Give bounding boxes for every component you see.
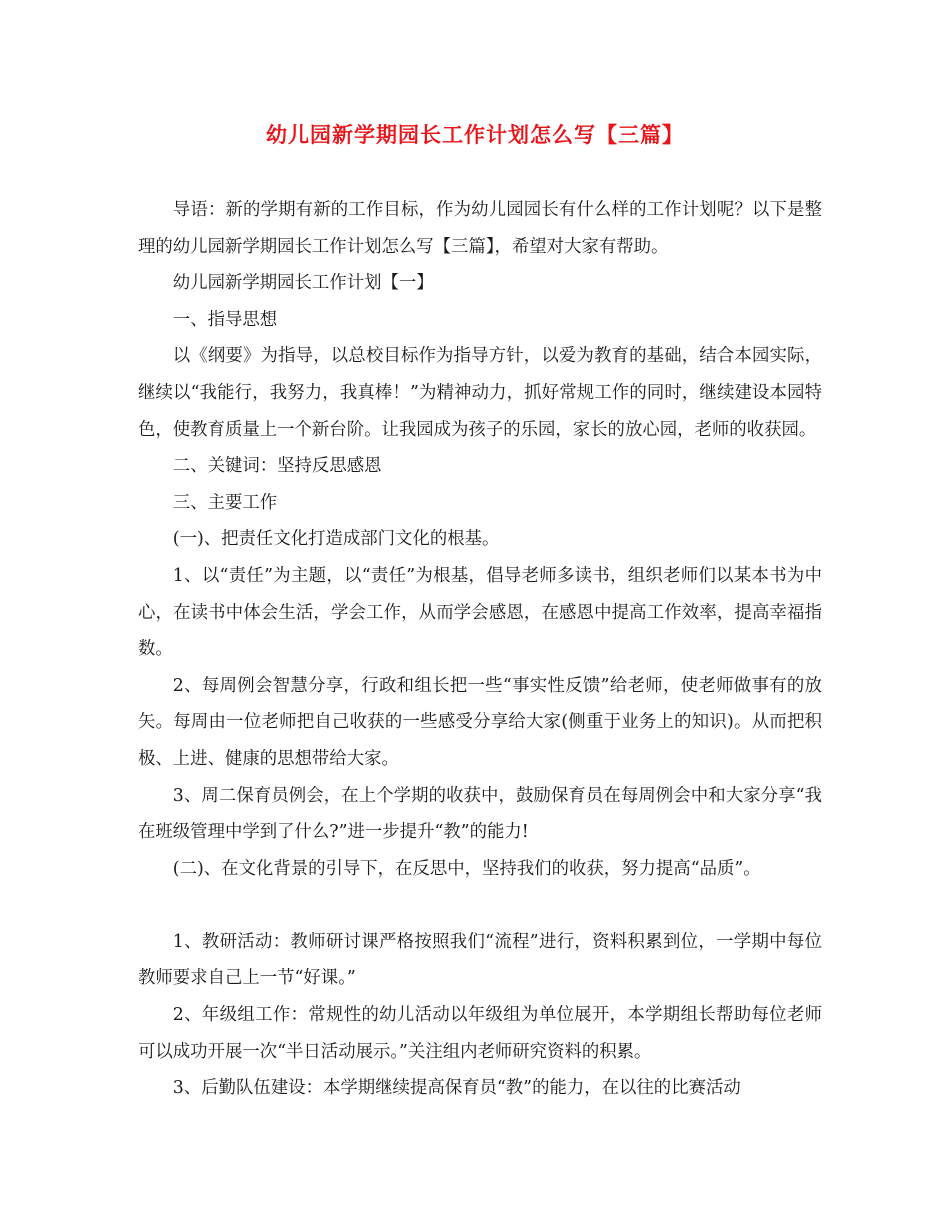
paragraph-item-2: 2、每周例会智慧分享，行政和组长把一些“事实性反馈”给老师，使老师做事有的放矢。每周由一位老师把自己收获的一些感受分享给大家(侧重于业务上的知识)。从而把积极、上进、健康的思想带给大家。 — [138, 675, 822, 769]
paragraph-intro: 导语：新的学期有新的工作目标，作为幼儿园园长有什么样的工作计划呢？以下是整理的幼儿园新学期园长工作计划怎么写【三篇】，希望对大家有帮助。 — [138, 200, 822, 257]
paragraph-section-1-heading: 一、指导思想 — [172, 309, 278, 330]
paragraph-subsection-2: (二)、在文化背景的引导下，在反思中，坚持我们的收获，努力提高“品质”。 — [172, 858, 761, 879]
paragraph-guiding-ideology: 以《纲要》为指导，以总校目标作为指导方针，以爱为教育的基础，结合本园实际，继续以“我能行，我努力，我真棒！”为精神动力，抓好常规工作的同时，继续建设本园特色，使教育质量上一个新台阶。让我园成为孩子的乐园，家长的放心园，老师的收获园。 — [138, 346, 822, 440]
paragraph-subsection-1: (一)、把责任文化打造成部门文化的根基。 — [172, 529, 500, 550]
document-title: 幼儿园新学期园长工作计划怎么写【三篇】 — [266, 122, 684, 147]
paragraph-item-1: 1、以“责任”为主题，以“责任”为根基，倡导老师多读书，组织老师们以某本书为中心，在读书中体会生活，学会工作，从而学会感恩，在感恩中提高工作效率，提高幸福指数。 — [138, 565, 822, 660]
paragraph-plan-heading: 幼儿园新学期园长工作计划【一】 — [172, 273, 434, 294]
paragraph-section-2-keywords: 二、关键词：坚持反思感恩 — [172, 456, 382, 477]
paragraph-grade-group: 2、年级组工作：常规性的幼儿活动以年级组为单位展开，本学期组长帮助每位老师可以成功开展一次“半日活动展示。”关注组内老师研究资料的积累。 — [138, 1005, 822, 1062]
paragraph-teaching-research: 1、教研活动：教师研讨课严格按照我们“流程”进行，资料积累到位，一学期中每位教师要求自己上一节“好课。” — [138, 931, 822, 989]
paragraph-item-3: 3、周二保育员例会，在上个学期的收获中，鼓励保育员在每周例会中和大家分享“我在班级管理中学到了什么?”进一步提升“教”的能力! — [138, 785, 822, 843]
paragraph-section-3-heading: 三、主要工作 — [172, 492, 278, 513]
paragraph-logistics-team: 3、后勤队伍建设：本学期继续提高保育员“教”的能力，在以往的比赛活动 — [172, 1078, 741, 1099]
document-body — [138, 192, 822, 1107]
